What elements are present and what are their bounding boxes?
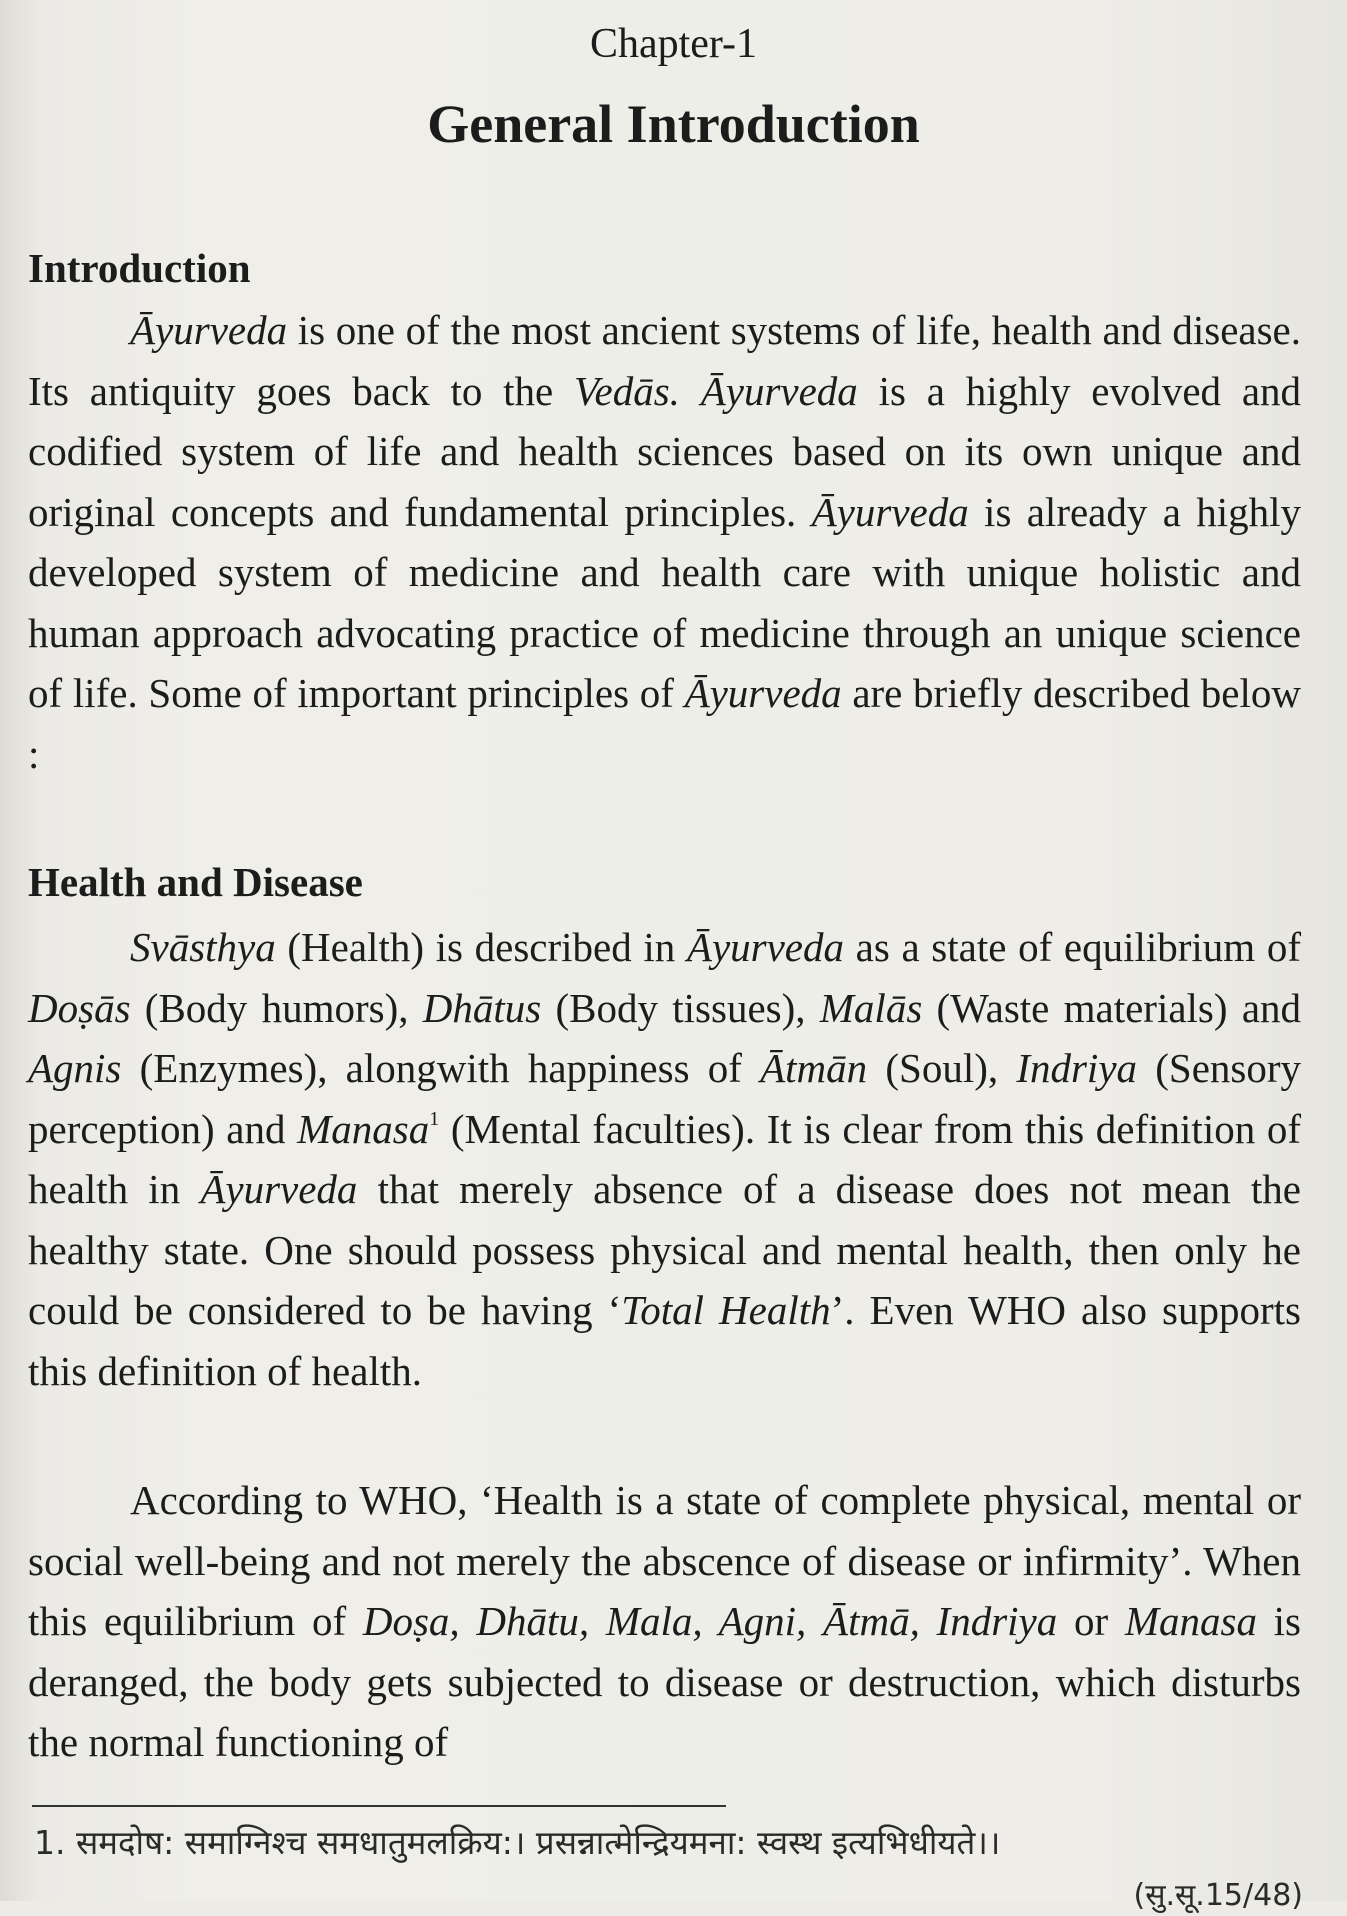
footnote-reference: (सु.सू.15/48) (1133, 1878, 1303, 1913)
section-heading-introduction: Introduction (28, 245, 251, 291)
text-run (680, 368, 701, 414)
intro-paragraph (28, 300, 1301, 784)
term: Āyurveda (130, 307, 288, 353)
footnote-divider (32, 1805, 726, 1807)
footnote: 1. समदोष: समाग्निश्च समधातुमलक्रिय:। प्रसन्नात्मेन्द्रियमना: स्वस्थ इत्यभिधीयते।। (34, 1823, 1001, 1862)
text-run: (Body humors), (130, 984, 423, 1031)
text-run: is deranged, the body gets subjected to disease or destruction, which disturbs the normal functioning of (28, 1598, 1302, 1765)
term: Malās (819, 984, 923, 1031)
text-run: (Health) is described in (275, 924, 687, 970)
term: Ātmān (760, 1045, 868, 1091)
text-run: (Enzymes), alongwith happiness of (121, 1045, 761, 1091)
text-run: (Waste materials) and (922, 984, 1302, 1031)
chapter-title: General Introduction (427, 94, 920, 154)
section-heading-health-and-disease: Health and Disease (28, 859, 363, 905)
term: Āyurveda (684, 670, 842, 716)
text-run: is a highly evolved and codified system of life and health sciences based on its own unique and original concepts and fundamental principles. (28, 367, 1302, 535)
term: Doṣās (28, 984, 131, 1031)
term: Agnis (28, 1045, 122, 1091)
term: Doṣa, Dhātu, Mala, Agni, Ātmā, Indriya (362, 1598, 1058, 1644)
term: Āyurveda (200, 1166, 358, 1212)
text-run: (Soul), (867, 1045, 1017, 1091)
footnote-marker: 1 (429, 1107, 440, 1130)
text-run: as a state of equilibrium of (844, 924, 1301, 970)
text-run: that merely absence of a disease does not mean the healthy state. One should possess physical and mental health, then only he could be considered to be having ‘ (28, 1166, 1301, 1333)
term: Svāsthya (130, 924, 276, 970)
term: Vedās. (574, 367, 680, 414)
text-run: or (1057, 1598, 1125, 1644)
term: Manasa (1124, 1598, 1257, 1644)
text-run: (Mental faculties). It is clear from this definition of health in (28, 1105, 1301, 1212)
term: Dhātus (422, 984, 542, 1031)
term: Manasa (297, 1105, 430, 1152)
chapter-label: Chapter-1 (589, 21, 758, 67)
term: Āyurveda (686, 924, 844, 970)
text-run: According to WHO, ‘Health is a state of complete physical, mental or social well-being and not merely the abscence of disease or infirmity’. When this equilibrium of (28, 1477, 1301, 1644)
who-paragraph (28, 1470, 1301, 1773)
term: Indriya (1016, 1045, 1138, 1091)
health-paragraph (28, 917, 1301, 1401)
text-run: is already a highly developed system of medicine and health care with unique holistic and human approach advocating practice of medicine through an unique science of life. Some of important principles of (28, 488, 1301, 716)
text-run: is one of the most ancient systems of life, health and disease. Its antiquity goes back to the (28, 307, 1301, 414)
text-run: (Sensory perception) and (28, 1045, 1301, 1152)
term: Āyurveda (811, 488, 969, 535)
term: Total Health (621, 1287, 831, 1333)
term: Āyurveda (700, 367, 858, 414)
text-run: (Body tissues), (541, 984, 820, 1031)
text-run: ’. Even WHO also supports this definition of health. (28, 1287, 1301, 1394)
text-run: are briefly described below : (28, 670, 1301, 777)
